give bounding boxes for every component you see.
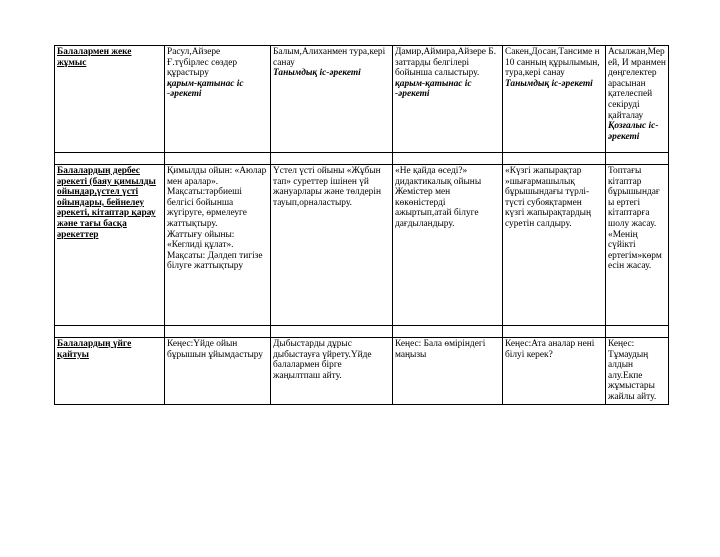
empty-cell [606, 153, 669, 165]
table-cell [271, 46, 393, 153]
empty-cell [393, 326, 503, 338]
cell-text: Балым,Алиханмен тура,кері санау [273, 47, 386, 68]
row-header: Балалардың үйге қайтуы [55, 338, 165, 405]
table-cell [271, 338, 393, 405]
activity-type-label: қарым-қатынас іс -әрекеті [167, 78, 244, 100]
row-header: Балалармен жеке жұмыс [55, 46, 165, 153]
empty-cell [503, 153, 606, 165]
cell-text: Қимылды ойын: «Аюлар мен аралар». Мақсаты:тәрбиеші белгісі бойынша жүгіруге, өрмелеуге жаттықтыру. [167, 166, 267, 229]
cell-text: Расул,Айзере [167, 47, 221, 57]
activity-plan-table [54, 45, 669, 405]
table-row [55, 338, 669, 405]
spacer-row [55, 153, 669, 165]
empty-cell [503, 326, 606, 338]
table-cell [606, 338, 669, 405]
table-body [55, 46, 669, 405]
spacer-row [55, 326, 669, 338]
activity-type-label: Қозғалыс іс-әрекеті [608, 121, 659, 142]
row-header: Балалардың дербес әрекеті (баяу қимылды ойындар,үстел үсті ойындары, бейнелеу әрекеті, кітаптар қарау және тағы басқа әрекеттер [55, 165, 165, 326]
table-cell [393, 165, 503, 326]
cell-text: Кеңес: Тұмаудың алдын алу.Екпе жұмыстары жайлы айту. [608, 339, 657, 402]
plan-sheet [54, 45, 668, 405]
table-cell [165, 165, 271, 326]
cell-text: Кеңес:Үйде ойын бұрышын ұйымдастыру [167, 339, 263, 360]
cell-text: Кеңес: Бала өміріндегі маңызы [395, 339, 486, 360]
empty-cell [606, 326, 669, 338]
empty-cell [271, 153, 393, 165]
table-cell [503, 46, 606, 153]
table-cell [165, 338, 271, 405]
activity-type-label: Танымдық іс-әрекеті [505, 78, 593, 89]
cell-text: 10 санның құрылымын, тура,кері санау [505, 57, 600, 79]
cell-text: Дыбыстарды дұрыс дыбыстауға үйрету.Үйде балалармен бірге жаңылтпаш айту. [273, 339, 372, 381]
cell-text: «Менің сүйікті ертегім»көрмесін жасау. [608, 229, 662, 272]
cell-text: Жаттығу ойыны: «Кеглиді құлат». Мақсаты: Дәлдеп тигізе білуге жаттықтыру [167, 229, 263, 272]
empty-cell [393, 153, 503, 165]
cell-text: Үстел үсті ойыны «Жұбын тап» суреттер ішінен үй жануарлары және төлдерін тауып,орналастыру. [273, 166, 381, 208]
activity-type-label: қарым-қатынас іс -әрекеті [395, 78, 472, 100]
activity-type-label: Танымдық іс-әрекеті [273, 68, 361, 79]
table-cell [503, 165, 606, 326]
table-row [55, 46, 669, 153]
table-cell [393, 46, 503, 153]
cell-text: «Күзгі жапырақтар »шығармашылық бұрышындағы түрлі-түсті субояқтармен күзгі жапырақтардың суретін салдыру. [505, 166, 591, 229]
cell-text: Ғ.түбірлес сөздер құрастыру [167, 57, 238, 79]
table-cell [393, 338, 503, 405]
table-cell [271, 165, 393, 326]
cell-text: Дамир,Аймира,Айзере Б. заттарды белгілері бойынша салыстыру. [395, 47, 497, 79]
table-cell [165, 46, 271, 153]
table-cell [606, 165, 669, 326]
table-cell [503, 338, 606, 405]
empty-cell [165, 326, 271, 338]
empty-cell [55, 153, 165, 165]
cell-text: Топтағы кітаптар бұрышындағы ертегі кітаптарға шолу жасау. [608, 166, 660, 229]
cell-text: Сакен,Досан,Тансиме н [505, 47, 600, 57]
empty-cell [55, 326, 165, 338]
table-cell [606, 46, 669, 153]
cell-text: Кеңес:Ата аналар нені білуі керек? [505, 339, 595, 360]
empty-cell [165, 153, 271, 165]
cell-text: «Не қайда өседі?» дидактикалық ойыны Жемістер мен көкөністерді ажыртып,атай білуге дағдыландыру. [395, 166, 482, 229]
table-row [55, 165, 669, 326]
cell-text: Асылжан,Мерей, И мранмен дөңгелектер арасынан қателеспей секіруді қайталау [608, 47, 666, 121]
empty-cell [271, 326, 393, 338]
